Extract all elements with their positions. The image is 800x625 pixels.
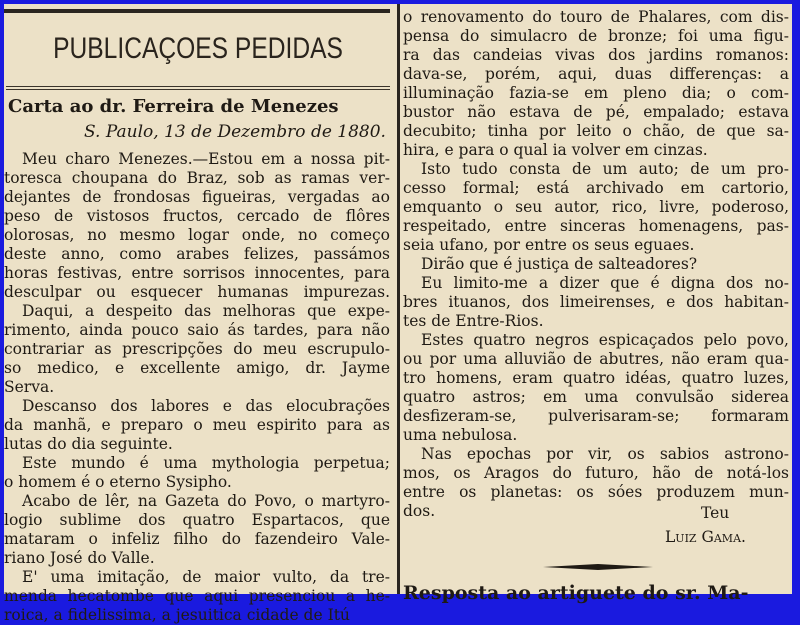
text-line: hira, e para o qual ia volver em cinzas. (403, 141, 708, 159)
text-line: mos, os Aragos do futuro, hão de notá-los (403, 464, 789, 482)
text-line: roica, a fidelissima, a jesuitica cidade de Itú (4, 606, 350, 624)
left-column-text (4, 150, 390, 625)
text-line: cesso formal; está archivado em cartorio, (403, 179, 789, 197)
signoff: Teu (701, 504, 730, 522)
text-line: uma nebulosa. (403, 426, 518, 444)
text-line: o homem é o eterno Sysipho. (4, 473, 232, 491)
text-line: ou por uma alluvião de abutres, não eram qua- (403, 350, 789, 368)
text-line: Eu limito-me a dizer que é digna dos no- (421, 274, 789, 292)
text-line: da manhã, e preparo o meu espirito para as (4, 416, 390, 434)
text-line: quatro astros; em uma convulsão siderea (403, 388, 789, 406)
text-line: dava-se, porém, aqui, duas differenças: a (403, 65, 789, 83)
text-line: o renovamento do touro de Phalares, com dis- (403, 8, 789, 26)
text-line: tro homens, eram quatro idéas, quatro luzes, (403, 369, 789, 387)
article-title: Carta ao dr. Ferreira de Menezes (8, 96, 339, 117)
text-line: so medico, e excellente amigo, dr. Jayme (4, 359, 390, 377)
text-line: lutas do dia seguinte. (4, 435, 173, 453)
text-line: E' uma imitação, de maior vulto, da tre- (22, 568, 390, 586)
text-line: deste anno, como arabes felizes, passámos (4, 245, 390, 263)
text-line: horas festivas, entre sorrisos innocentes, para (4, 264, 390, 282)
text-line: riano José do Valle. (4, 549, 155, 567)
text-line: Meu charo Menezes.—Estou em a nossa pit- (22, 150, 390, 168)
text-line: toresca choupana do Braz, sob as ramas ver- (4, 169, 390, 187)
newspaper-page (4, 4, 792, 624)
text-line: logio sublime dos quatro Espartacos, que (4, 511, 390, 529)
text-line: bustor não estava de pé, empalado; estava (403, 103, 789, 121)
column-divider (397, 4, 400, 594)
text-line: emquanto o seu autor, rico, livre, poderoso, (403, 198, 789, 216)
top-rule (4, 9, 390, 13)
heading-rule (6, 86, 390, 87)
text-line: Daqui, a despeito das melhoras que expe- (22, 302, 390, 320)
text-line: Nas epochas por vir, os sabios astrono- (421, 445, 789, 463)
text-line: decubito; tinha por leito o chão, de que sa- (403, 122, 789, 140)
text-line: Isto tudo consta de um auto; de um pro- (421, 160, 789, 178)
text-line: mataram o infeliz filho do fazendeiro Vale- (4, 530, 390, 548)
text-line: Descanso dos labores e das elocubrações (22, 397, 390, 415)
text-line: illuminação fazia-se em pleno dia; o com- (403, 84, 789, 102)
text-line: seia ufano, por entre os seus eguaes. (403, 236, 695, 254)
text-line: dejantes de frondosas figueiras, vergadas ao (4, 188, 390, 206)
next-article-title: Resposta ao artiguete do sr. Ma- (403, 582, 749, 604)
text-line: menda hecatombe que aqui presenciou a he- (4, 587, 390, 605)
text-line: tes de Entre-Rios. (403, 312, 544, 330)
heading-rule-2 (6, 89, 390, 90)
text-line: contrariar as prescripções do meu escrupulo- (4, 340, 390, 358)
text-line: desfizeram-se, pulverisaram-se; formaram (403, 407, 789, 425)
signature: Luiz Gama. (665, 528, 746, 546)
text-line: Acabo de lêr, na Gazeta do Povo, o martyro- (22, 492, 390, 510)
text-line: Dirão que é justiça de salteadores? (421, 255, 698, 273)
section-heading: PUBLICAÇOES PEDIDAS (53, 32, 343, 65)
text-line: Serva. (4, 378, 55, 396)
text-line: peso de vistosos fructos, cercado de flôres (4, 207, 390, 225)
ornament-divider (543, 564, 653, 570)
text-line: ra das candeias vivas dos jardins romanos: (403, 46, 789, 64)
text-line: desculpar ou esquecer humanas impurezas. (4, 283, 390, 301)
text-line: Este mundo é uma mythologia perpetua; (22, 454, 390, 472)
right-column-text (403, 8, 789, 521)
text-line: bres ituanos, dos limeirenses, e dos habitan- (403, 293, 789, 311)
article-dateline: S. Paulo, 13 de Dezembro de 1880. (84, 122, 386, 142)
text-line: Estes quatro negros espicaçados pelo povo, (421, 331, 789, 349)
text-line: olorosas, no mesmo logar onde, no começo (4, 226, 390, 244)
text-line: respeitado, entre sinceras homenagens, pas- (403, 217, 789, 235)
text-line: pensa do simulacro de bronze; foi uma figu- (403, 27, 789, 45)
text-line: entre os planetas: os sóes produzem mun- (403, 483, 789, 501)
text-line: rimento, ainda pouco saio ás tardes, para não (4, 321, 390, 339)
text-line: dos. (403, 502, 436, 520)
